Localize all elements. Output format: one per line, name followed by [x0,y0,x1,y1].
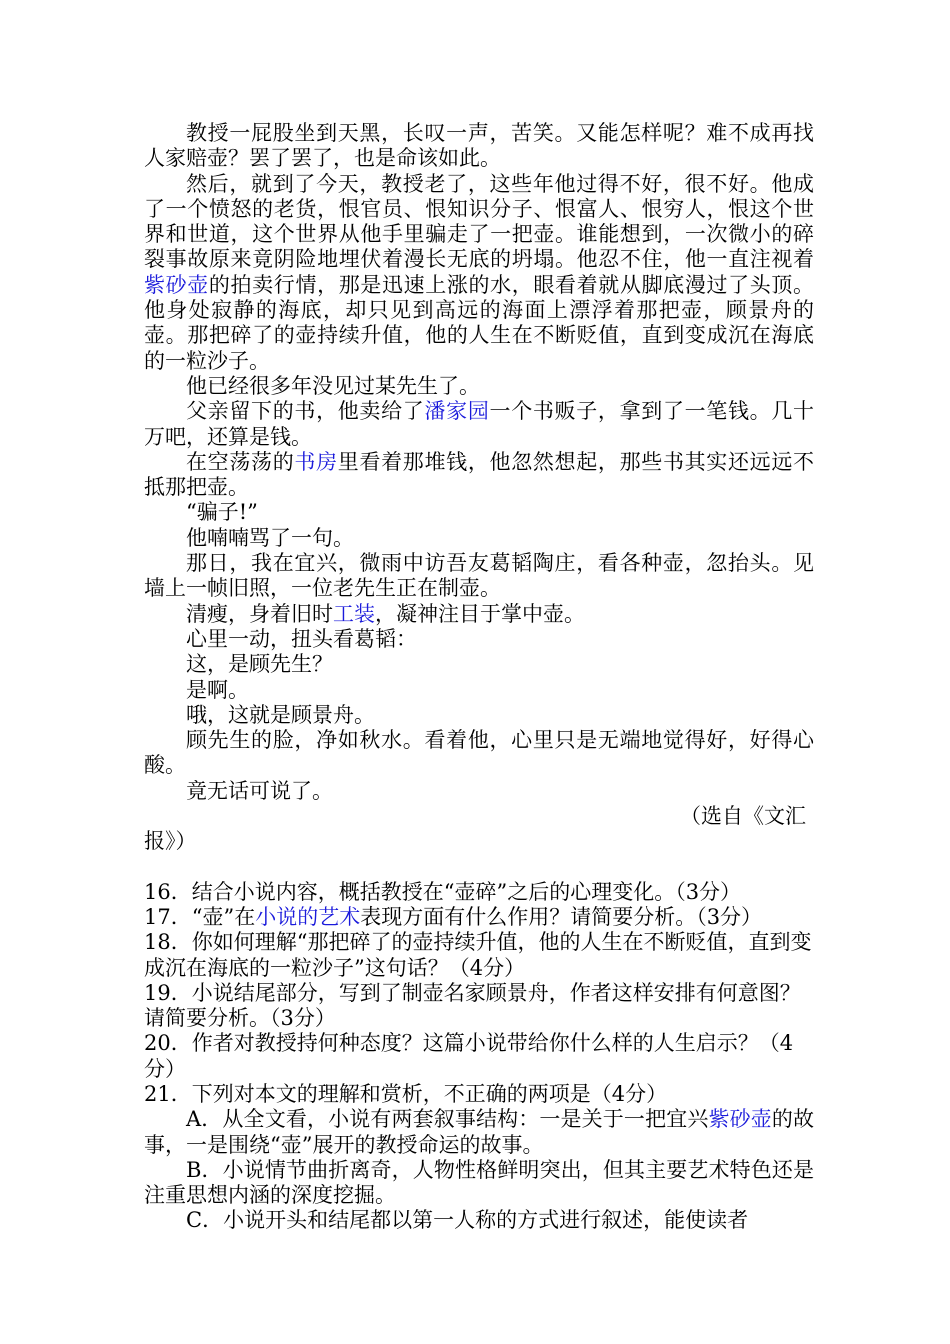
option-c: C．小说开头和结尾都以第一人称的方式进行叙述，能使读者 [186,1208,749,1233]
paragraph [144,450,814,501]
question-16: 16．结合小说内容，概括教授在“壶碎”之后的心理变化。（3分） [144,879,742,904]
paragraph: 这，是顾先生？ [186,652,333,677]
option-a [144,1107,814,1158]
text: 表现方面有什么作用？请简要分析。（3分） [360,904,763,929]
source-citation: （选自《文汇 [680,804,806,829]
source-citation-cont: 报》） [144,829,197,854]
question-19: 19．小说结尾部分，写到了制壶名家顾景舟，作者这样安排有何意图？请简要分析。（3分） [144,980,801,1031]
link-zishahu-2[interactable]: 紫砂壶 [708,1107,772,1132]
spacer [144,855,814,880]
paragraph: 是啊。 [186,677,249,702]
question-17 [144,905,814,930]
link-shufang[interactable]: 书房 [294,449,338,474]
text: 然后，就到了今天，教授老了，这些年他过得不好，很不好。他成了一个愤怒的老货，恨官员、恨知识分子、恨富人、恨穷人，恨这个世界和世道，这个世界从他手里骗走了一把壶。谁能想到，一次微小的碎裂事故原来竟阴险地埋伏着漫长无底的坍塌。他忍不住，他一直注视着 [144,171,814,272]
paragraph: 那日，我在宜兴，微雨中访吾友葛韬陶庄，看各种壶，忽抬头。见墙上一帧旧照，一位老先生正在制壶。 [144,551,814,601]
text: 17．“壶”在 [144,904,256,929]
paragraph: 教授一屁股坐到天黑，长叹一声，苦笑。又能怎样呢？难不成再找人家赔壶？罢了罢了，也是命该如此。 [144,121,814,171]
text: 清瘦，身着旧时 [186,601,333,626]
link-gongzhuang[interactable]: 工装 [333,601,375,626]
paragraph: 哦，这就是顾景舟。 [186,702,375,727]
text: A．从全文看，小说有两套叙事结构：一是关于一把宜兴 [186,1107,709,1132]
link-xiaoshuo-yishu[interactable]: 小说的艺术 [255,904,361,929]
paragraph: 顾先生的脸，净如秋水。看着他，心里只是无端地觉得好，好得心酸。 [144,728,814,778]
text: ，凝神注目于掌中壶。 [375,601,585,626]
question-20: 20．作者对教授持何种态度？这篇小说带给你什么样的人生启示？（4分） [144,1031,794,1081]
option-b: B．小说情节曲折离奇，人物性格鲜明突出，但其主要艺术特色还是注重思想内涵的深度挖掘。 [144,1157,814,1208]
text: 在空荡荡的 [186,449,295,474]
text: 里看着那堆钱，他忽然想起，那些书其实还远远不抵那把壶。 [144,449,815,500]
text: 的拍卖行情，那是迅速上涨的水，眼看着就从脚底漫过了头顶。他身处寂静的海底，却只见到高远的海面上漂浮着那把壶，顾景舟的壶。那把碎了的壶持续升值，他的人生在不断贬值，直到变成沉在海底的一粒沙子。 [144,272,815,373]
text: 一个书贩子，拿到了一笔钱。几十万吧，还算是钱。 [144,399,815,449]
link-zishahu[interactable]: 紫砂壶 [144,272,209,297]
text: 的故事，一是围绕“壶”展开的教授命运的故事。 [144,1107,815,1157]
paragraph [144,399,814,450]
paragraph: 他已经很多年没见过某先生了。 [186,373,480,398]
paragraph [144,172,814,374]
paragraph: 心里一动，扭头看葛韬： [186,626,417,651]
paragraph [144,602,814,627]
paragraph: 他喃喃骂了一句。 [186,525,354,550]
question-18: 18．你如何理解“那把碎了的壶持续升值，他的人生在不断贬值，直到变成沉在海底的一粒沙子”这句话？（4分） [144,930,812,980]
paragraph: 竟无话可说了。 [186,778,333,803]
document-page [144,121,814,1234]
question-21: 21．下列对本文的理解和赏析，不正确的两项是（4分） [144,1081,668,1106]
link-panjiayuan[interactable]: 潘家园 [424,399,490,424]
text: 父亲留下的书，他卖给了 [186,399,425,424]
paragraph: “骗子!” [186,500,258,525]
